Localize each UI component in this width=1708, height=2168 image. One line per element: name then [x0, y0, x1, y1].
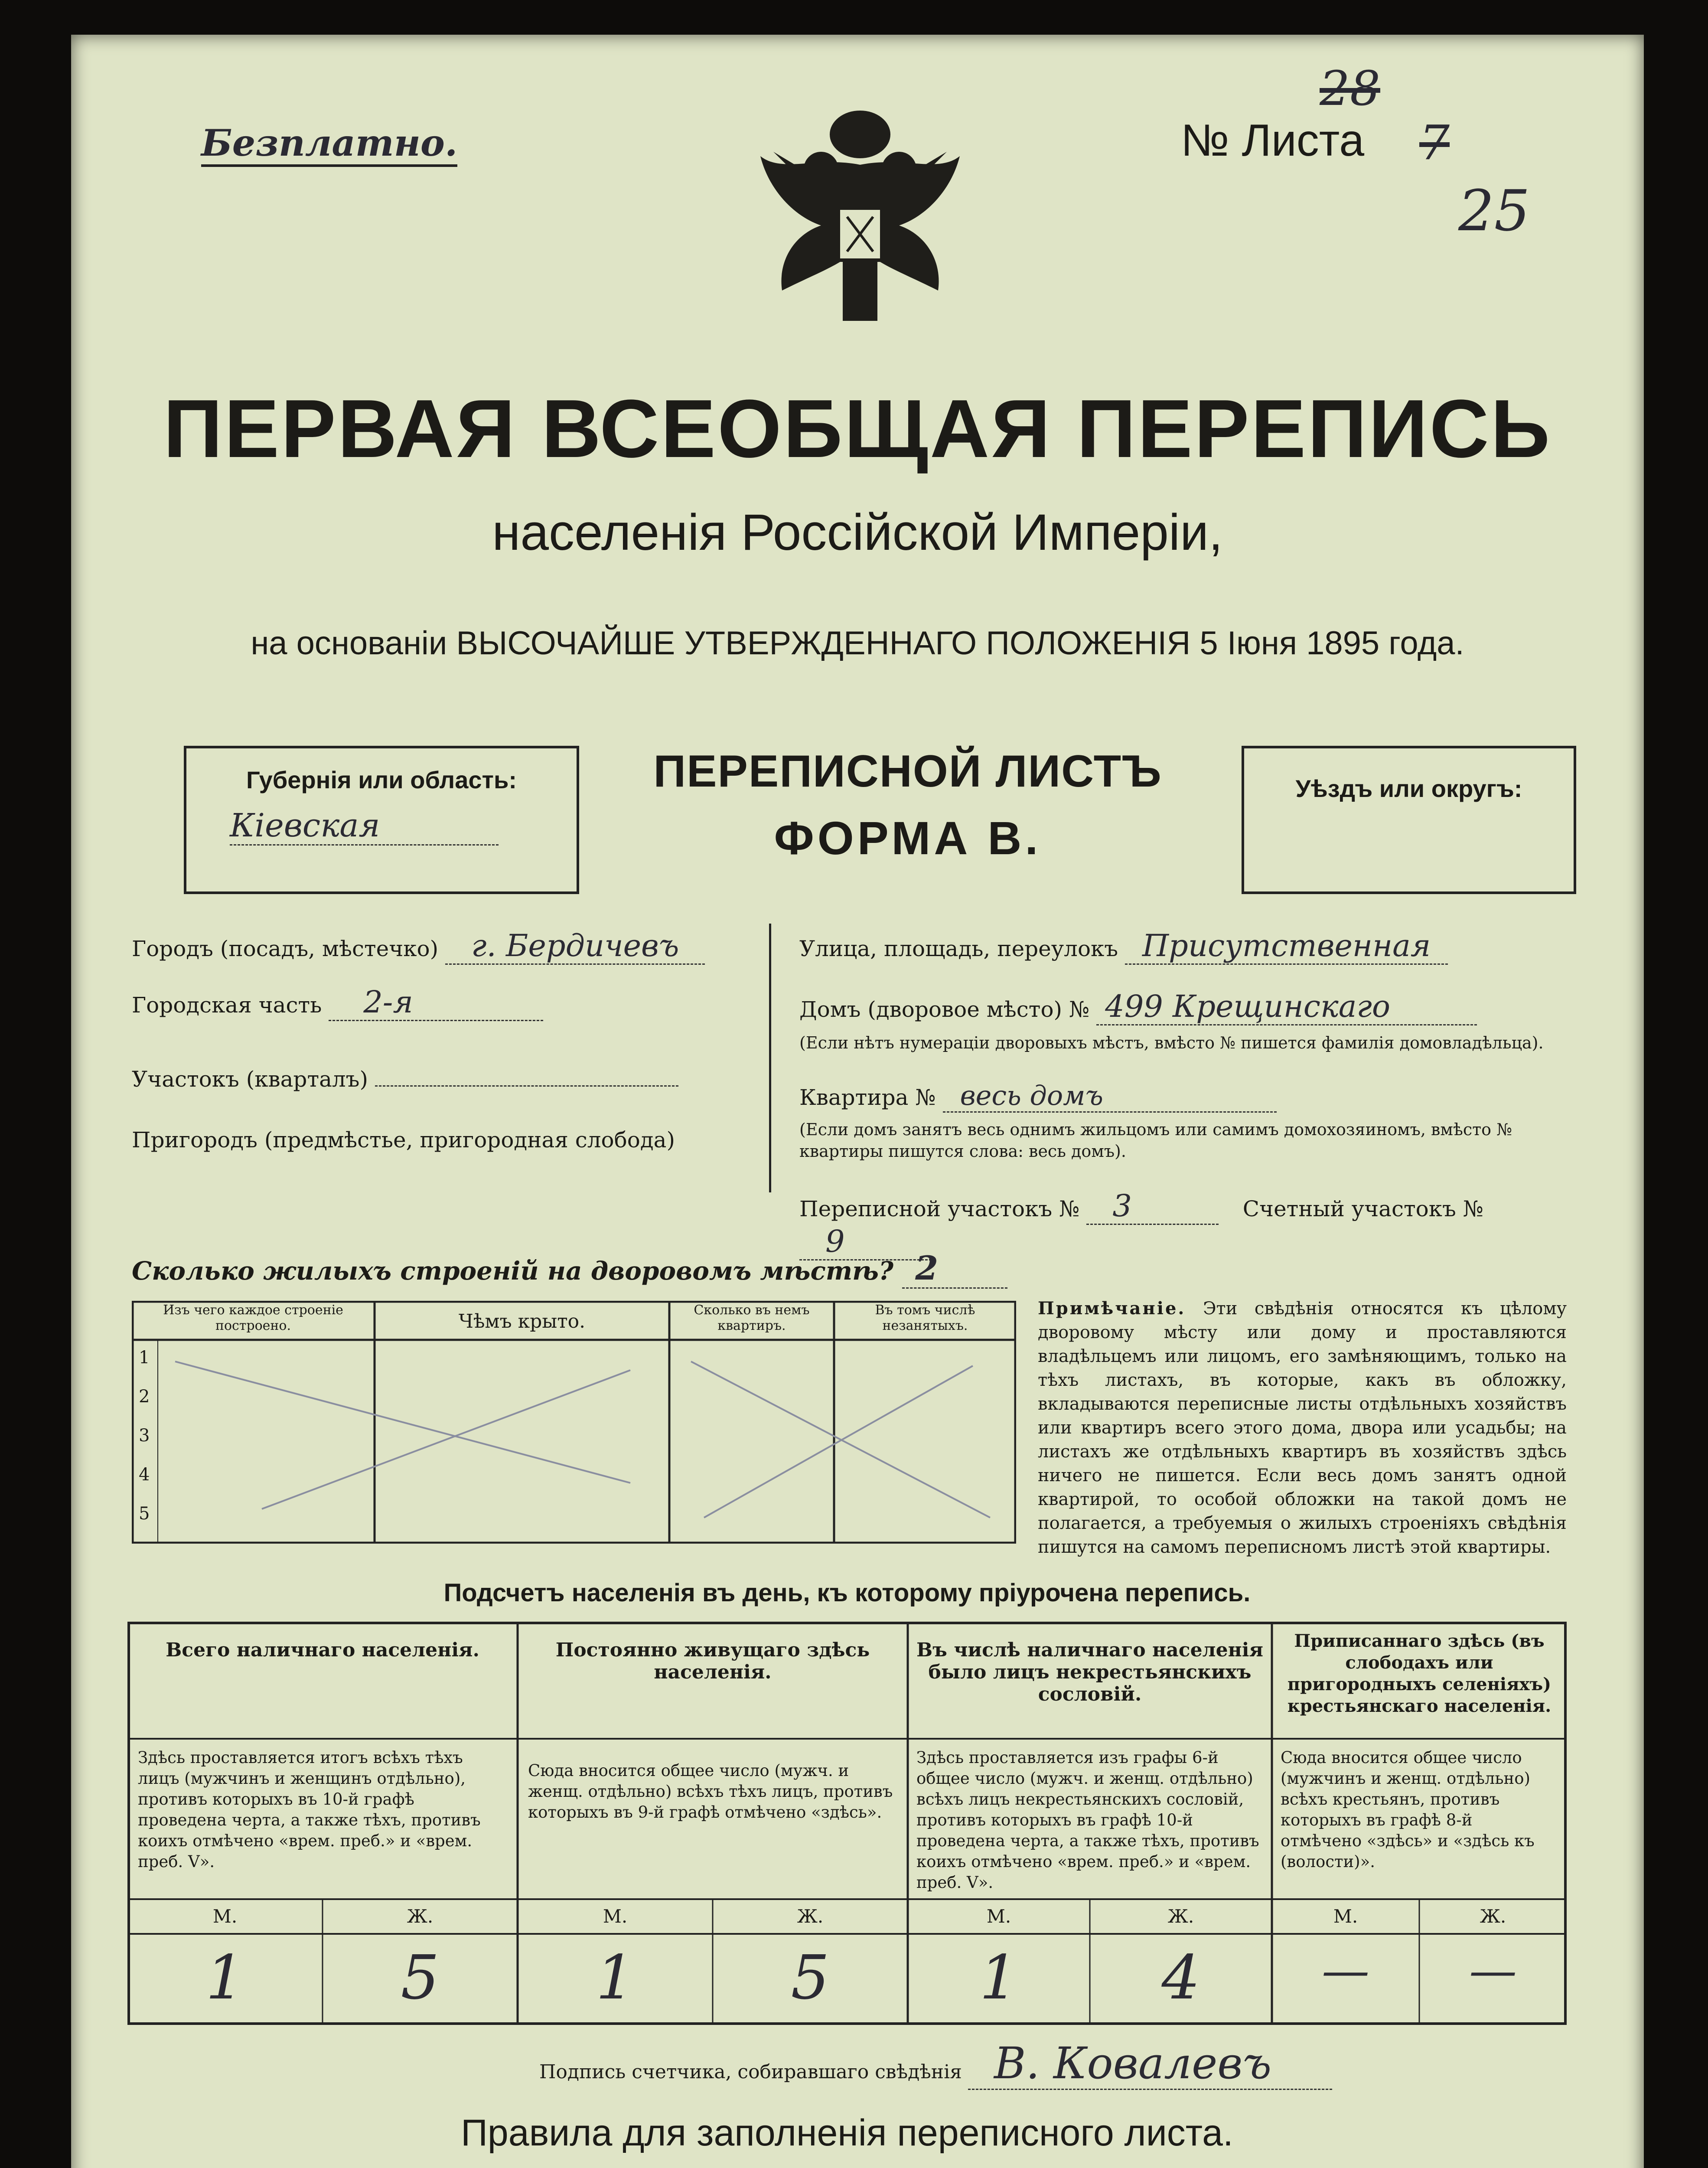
signature-label: Подпись счетчика, собиравшаго свѣдѣнія: [539, 2061, 962, 2083]
city-row: [132, 928, 782, 963]
tally-col1-desc: Здѣсь проставляется итогъ всѣхъ тѣхъ лицъ (мужчинъ и женщинъ отдѣльно), противъ которыхъ въ 10-й графѣ проведена черта, а также тѣхъ, противъ коихъ отмѣчено «врем. преб.» и «врем. преб. V».: [138, 1748, 481, 1871]
city-part-label: Городская часть: [132, 993, 322, 1018]
house-row: [799, 989, 1562, 1024]
tally-col1-f-value: 5: [401, 1943, 440, 2013]
street-label: Улица, площадь, переулокъ: [799, 936, 1118, 961]
street-row: [799, 928, 1562, 963]
tally-col2-f-label: Ж.: [797, 1906, 824, 1927]
tally-col1-m-value: 1: [205, 1943, 244, 2013]
sheet-number-new: 25: [1458, 178, 1530, 244]
suburb-row: [132, 1127, 782, 1153]
buildings-question-text: Сколько жилыхъ строеній на дворовомъ мѣстѣ?: [132, 1256, 894, 1286]
tally-col3-f-label: Ж.: [1167, 1906, 1194, 1927]
count-area-label: Счетный участокъ №: [1242, 1196, 1484, 1221]
city-part-row: [132, 984, 782, 1020]
count-area-value: 9: [799, 1224, 932, 1260]
rules-title: Правила для заполненія переписного листа.: [461, 2112, 1233, 2154]
tally-col4-m-value: —: [1322, 1943, 1369, 1998]
buildings-row-1: 1: [139, 1348, 150, 1368]
page-title: ПЕРВАЯ ВСЕОБЩАЯ ПЕРЕПИСЬ: [163, 383, 1552, 475]
tally-col1-f-label: Ж.: [407, 1906, 434, 1927]
tally-col1-head: Всего наличнаго населенія.: [166, 1639, 479, 1661]
tally-col4-desc: Сюда вносится общее число (мужчинъ и женщ. отдѣльно) всѣхъ крестьянъ, противъ которыхъ въ графѣ 8-й отмѣчено «здѣсь» и «здѣсь къ (волости)».: [1281, 1748, 1535, 1871]
apartment-value: весь домъ: [943, 1080, 1277, 1113]
tally-col1-m-label: М.: [212, 1906, 238, 1927]
page-subtitle: населенія Россійской Имперіи,: [492, 504, 1223, 561]
free-label: Безплатно.: [201, 121, 457, 167]
section-label: Участокъ (кварталъ): [132, 1067, 368, 1092]
house-note: (Если нѣтъ нумераціи дворовыхъ мѣстъ, вмѣсто № пишется фамилія домовладѣльца).: [799, 1033, 1544, 1052]
signature-row: [539, 2038, 1332, 2089]
district-label: Уѣздъ или округъ:: [1295, 775, 1522, 802]
buildings-col-apartments: Сколько въ немъ квартиръ.: [694, 1303, 810, 1333]
buildings-row-3: 3: [139, 1426, 150, 1446]
buildings-row-5: 5: [139, 1504, 150, 1524]
tally-table: [127, 1622, 1567, 2025]
apartment-note: (Если домъ занятъ весь однимъ жильцомъ или самимъ домохозяиномъ, вмѣсто № квартиры пишутся слова: весь домъ).: [799, 1120, 1512, 1161]
form-label: ФОРМА В.: [774, 812, 1042, 864]
note-block: [1038, 1296, 1567, 1559]
street-value: Присутственная: [1125, 928, 1448, 965]
tally-col2-m-value: 1: [596, 1943, 635, 2013]
sheet-number-label: № Листа: [1181, 115, 1365, 166]
province-label: Губернія или область:: [246, 766, 517, 793]
census-area-label: Переписной участокъ №: [799, 1196, 1080, 1221]
tally-col3-desc: Здѣсь проставляется изъ графы 6-й общее число (мужч. и женщ. отдѣльно) всѣхъ лицъ некрестьянскихъ сословій, противъ которыхъ въ графѣ 10-й проведена черта, а также тѣхъ, противъ коихъ отмѣчено «врем. преб.» и «врем. преб. V».: [916, 1748, 1259, 1892]
tally-col3-head: Въ числѣ наличнаго населенія было лицъ некрестьянскихъ сословій.: [916, 1639, 1264, 1705]
apartment-row: [799, 1080, 1562, 1111]
city-part-value: 2-я: [329, 984, 543, 1021]
buildings-col-roof: Чѣмъ крыто.: [458, 1310, 586, 1332]
tally-col3-m-label: М.: [986, 1906, 1011, 1927]
tally-col4-head: Приписаннаго здѣсь (въ слободахъ или пригородныхъ селеніяхъ) крестьянскаго населенія.: [1287, 1631, 1552, 1716]
city-value: г. Бердичевъ: [445, 928, 705, 965]
city-label: Городъ (посадъ, мѣстечко): [132, 936, 439, 961]
house-label: Домъ (дворовое мѣсто) №: [799, 997, 1090, 1022]
buildings-question: [132, 1249, 1007, 1287]
province-value: Кіевская: [230, 807, 499, 846]
double-headed-eagle-icon: [730, 104, 990, 347]
signature-value: В. Ковалевъ: [968, 2038, 1332, 2090]
note-text: Эти свѣдѣнія относятся къ цѣлому дворовому мѣсту или дому и проставляются владѣльцемъ или лицомъ, его замѣняющимъ, только на тѣхъ листахъ, въ которые, какъ въ обложку, вкладываются переписные листы отдѣльныхъ хозяйствъ или квартиръ всего этого дома, двора или усадьбы; на листахъ же отдѣльныхъ квартиръ въ хозяйствъ здѣсь ничего не пишется. Если весь домъ занятъ одной квартирой, то особой обложки на такой домъ не полагается, а требуемыя о жилыхъ строеніяхъ свѣдѣнія пишутся на самомъ переписномъ листѣ этой квартиры.: [1038, 1299, 1567, 1557]
buildings-answer: 2: [902, 1249, 1007, 1289]
tally-col2-m-label: М.: [603, 1906, 628, 1927]
sheet-number-old: 7: [1419, 115, 1450, 170]
sheet-number-crossed: 28: [1320, 61, 1380, 116]
buildings-col-material: Изъ чего каждое строеніе построено.: [163, 1303, 343, 1333]
province-box: [184, 746, 579, 894]
tally-col4-f-label: Ж.: [1480, 1906, 1506, 1927]
tally-col4-m-label: М.: [1333, 1906, 1358, 1927]
note-label: Примѣчаніе.: [1038, 1298, 1186, 1319]
tally-col3-m-value: 1: [979, 1943, 1018, 2013]
tally-col4-f-value: —: [1469, 1943, 1517, 1998]
buildings-table: [132, 1301, 1016, 1544]
basis-line: на основаніи ВЫСОЧАЙШЕ УТВЕРЖДЕННАГО ПОЛОЖЕНІЯ 5 Іюня 1895 года.: [251, 625, 1464, 662]
buildings-row-2: 2: [139, 1387, 150, 1407]
apartment-label: Квартира №: [799, 1085, 936, 1110]
tally-col3-f-value: 4: [1161, 1943, 1200, 2013]
census-area-value: 3: [1086, 1188, 1219, 1225]
tally-title: Подсчетъ населенія въ день, къ которому пріурочена перепись.: [443, 1579, 1251, 1607]
tally-col2-desc: Сюда вносится общее число (мужч. и женщ. отдѣльно) всѣхъ тѣхъ лицъ, противъ которыхъ въ 9-й графѣ отмѣчено «здѣсь».: [528, 1761, 893, 1822]
house-value: 499 Крещинскаго: [1096, 989, 1477, 1025]
buildings-col-vacant: Въ томъ числѣ незанятыхъ.: [875, 1303, 975, 1333]
tally-col2-head: Постоянно живущаго здѣсь населенія.: [555, 1639, 870, 1683]
suburb-label: Пригородъ (предмѣстье, пригородная слобода): [132, 1127, 675, 1153]
census-sheet: [71, 35, 1644, 2168]
buildings-row-4: 4: [139, 1465, 150, 1485]
tally-col2-f-value: 5: [791, 1943, 830, 2013]
section-row: [132, 1067, 782, 1092]
sheet-type: ПЕРЕПИСНОЙ ЛИСТЪ: [653, 746, 1162, 797]
district-box: [1242, 746, 1576, 894]
